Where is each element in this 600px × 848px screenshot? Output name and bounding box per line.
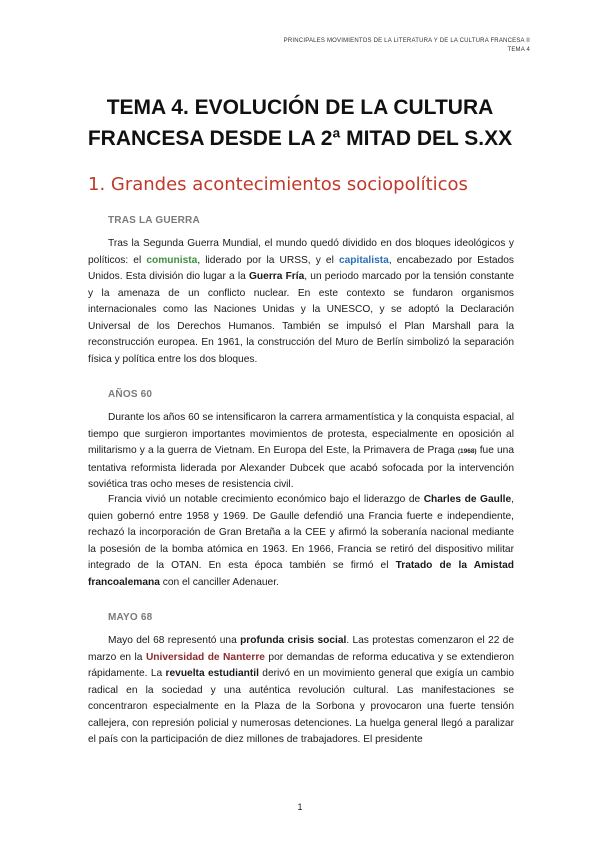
header-topic: TEMA 4 [507, 47, 530, 53]
highlight-charles-de-gaulle: Charles de Gaulle [423, 494, 512, 505]
page-title [0, 92, 600, 154]
subsection-heading-tras-la-guerra: TRAS LA GUERRA [108, 215, 200, 226]
highlight-capitalista: capitalista [338, 254, 389, 266]
highlight-revuelta-estudiantil: revuelta estudiantil [165, 668, 259, 679]
subsection-heading-mayo-68: MAYO 68 [108, 612, 153, 623]
title-line-1: TEMA 4. EVOLUCIÓN DE LA CULTURA [106, 96, 494, 119]
subsection-heading-anos-60: AÑOS 60 [108, 389, 153, 400]
paragraph-anos-60-1: Durante los años 60 se intensificaron la carrera armamentística y la conquista espacial, al tiempo que surgieron importantes movimientos de protesta, especialmente en oposición al militarismo y a la guerra de Vietnam. En Europa del Este, la Primavera de Praga (1968) fue una tentativa reformista liderada por Alexander Dubcek que acabó sofocada por la intervención soviética tras ocho meses de resistencia civil. [88, 412, 514, 490]
highlight-universidad-nanterre: Universidad de Nanterre [145, 651, 265, 663]
paragraph-mayo-68: Mayo del 68 representó una profunda crisis social. Las protestas comenzaron el 22 de marzo en la Universidad de Nanterre por demandas de reforma educativa y se extendieron rápidamente. La revuelta estudiantil derivó en un movimiento general que exigía un cambio radical en la sociedad y una auténtica revolución cultural. Las manifestaciones se concentraron especialmente en la Plaza de la Sorbona y provocaron una fuerte tensión callejera, con represión policial y numerosas detenciones. La huelga general llegó a paralizar el país con la participación de diez millones de trabajadores. El presidente [88, 635, 515, 745]
highlight-comunista: comunista [146, 254, 198, 266]
title-line-2: FRANCESA DESDE LA 2ª MITAD DEL S.XX [87, 127, 513, 150]
highlight-guerra-fria: Guerra Fría [249, 271, 305, 282]
page-number: 1 [297, 802, 303, 812]
paragraph-anos-60-2: Francia vivió un notable crecimiento económico bajo el liderazgo de Charles de Gaulle, quien gobernó entre 1958 y 1969. De Gaulle defendió una Francia fuerte e independiente, rechazó la incorporación de Gran Bretaña a la CEE y afirmó la soberanía nacional mediante la posesión de la bomba atómica en 1963. En 1966, Francia se retiró del dispositivo militar integrado de la OTAN. En esta época también se firmó el Tratado de la Amistad francoalemana con el canciller Adenauer. [88, 494, 515, 588]
section-heading: 1. Grandes acontecimientos sociopolíticos [88, 174, 468, 195]
running-header [284, 37, 530, 55]
paragraph-tras-la-guerra: Tras la Segunda Guerra Mundial, el mundo quedó dividido en dos bloques ideológicos y políticos: el comunista, liderado por la URSS, y el capitalista, encabezado por Estados Unidos. Esta división dio lugar a la Guerra Fría, un periodo marcado por la tensión constante y la amenaza de un conflicto nuclear. En este contexto se fundaron organismos internacionales como las Naciones Unidas y la UNESCO, y se adoptó la Declaración Universal de los Derechos Humanos. También se impulsó el Plan Marshall para la reconstrucción europea. En 1961, la construcción del Muro de Berlín simbolizó la separación física y política entre los dos bloques. [88, 238, 515, 365]
highlight-tratado: Tratado de la Amistad francoalemana [88, 560, 514, 588]
highlight-crisis-social: profunda crisis social [240, 635, 347, 646]
header-course-title: PRINCIPALES MOVIMIENTOS DE LA LITERATURA Y DE LA CULTURA FRANCESA II [283, 38, 530, 44]
year-1968: (1968) [457, 448, 477, 455]
